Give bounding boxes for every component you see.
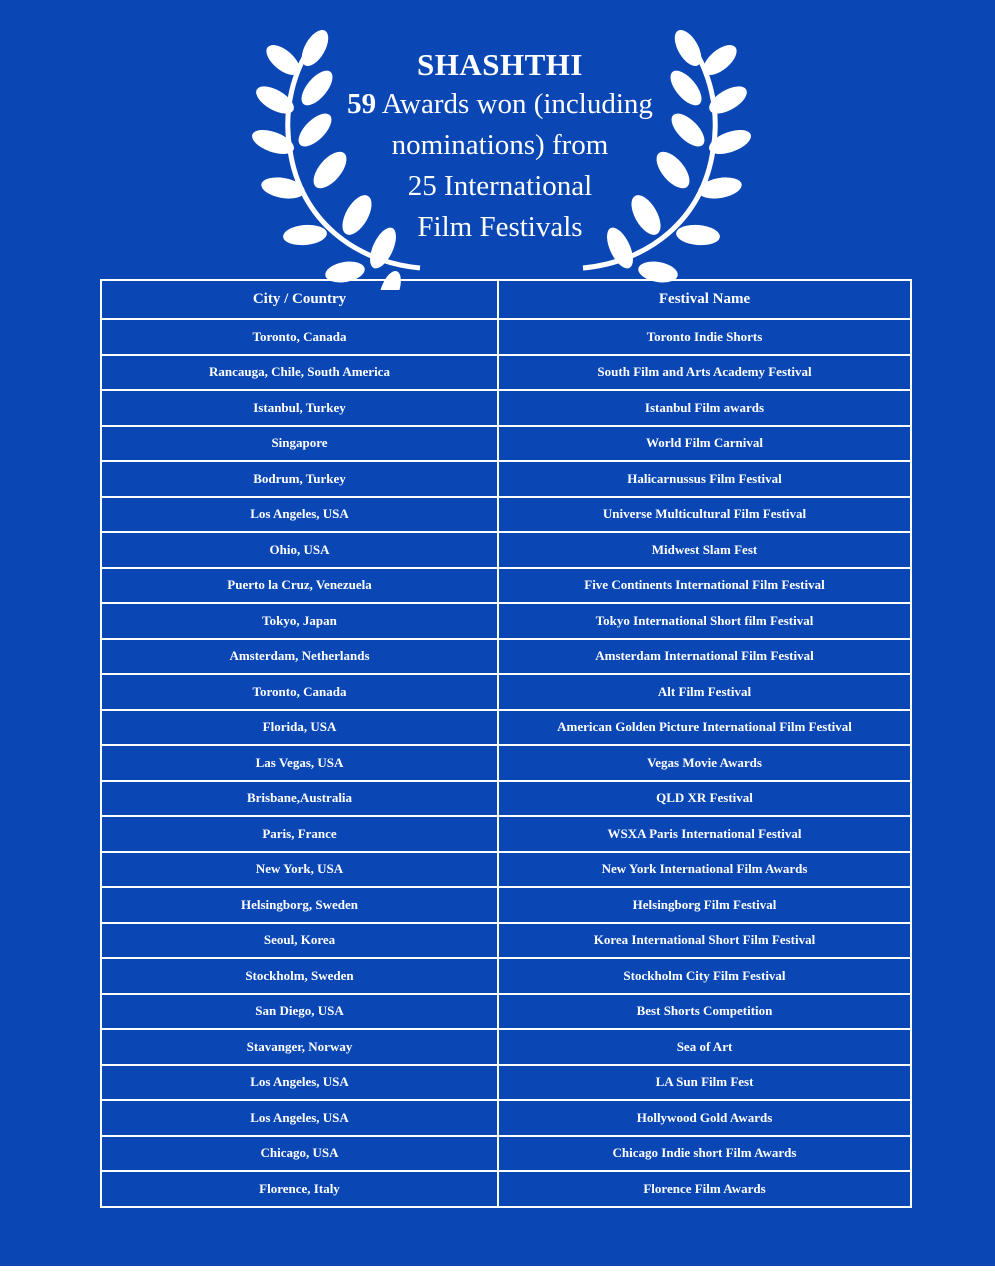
city-cell: Rancauga, Chile, South America (101, 355, 498, 391)
festival-cell: Five Continents International Film Festival (498, 568, 911, 604)
festival-cell: Istanbul Film awards (498, 390, 911, 426)
festival-cell: Alt Film Festival (498, 674, 911, 710)
festival-cell: Halicarnussus Film Festival (498, 461, 911, 497)
table-row (101, 674, 911, 710)
city-cell: New York, USA (101, 852, 498, 888)
city-cell: Helsingborg, Sweden (101, 887, 498, 923)
city-cell: Las Vegas, USA (101, 745, 498, 781)
table-row (101, 639, 911, 675)
table-row (101, 887, 911, 923)
city-cell: San Diego, USA (101, 994, 498, 1030)
table-row (101, 852, 911, 888)
column-header-city: City / Country (101, 280, 498, 319)
city-cell: Los Angeles, USA (101, 497, 498, 533)
table-row (101, 603, 911, 639)
table-row (101, 532, 911, 568)
festival-cell: Hollywood Gold Awards (498, 1100, 911, 1136)
table-row (101, 355, 911, 391)
city-cell: Amsterdam, Netherlands (101, 639, 498, 675)
page-title: SHASHTHI (417, 47, 583, 82)
city-cell: Stockholm, Sweden (101, 958, 498, 994)
festival-cell: Tokyo International Short film Festival (498, 603, 911, 639)
festival-cell: Midwest Slam Fest (498, 532, 911, 568)
table-row (101, 923, 911, 959)
city-cell: Puerto la Cruz, Venezuela (101, 568, 498, 604)
festival-cell: Amsterdam International Film Festival (498, 639, 911, 675)
festival-cell: World Film Carnival (498, 426, 911, 462)
festival-cell: Florence Film Awards (498, 1171, 911, 1207)
subtitle-line-3: 25 International (407, 170, 593, 202)
festival-cell: New York International Film Awards (498, 852, 911, 888)
city-cell: Florida, USA (101, 710, 498, 746)
festival-cell: Universe Multicultural Film Festival (498, 497, 911, 533)
city-cell: Chicago, USA (101, 1136, 498, 1172)
table-body (101, 319, 911, 1207)
award-count: 59 (347, 88, 377, 120)
city-cell: Bodrum, Turkey (101, 461, 498, 497)
city-cell: Singapore (101, 426, 498, 462)
festival-cell: Chicago Indie short Film Awards (498, 1136, 911, 1172)
city-cell: Los Angeles, USA (101, 1065, 498, 1101)
subtitle-line-1-text: Awards won (including (376, 88, 653, 120)
festival-cell: Sea of Art (498, 1029, 911, 1065)
city-cell: Brisbane,Australia (101, 781, 498, 817)
festival-cell: QLD XR Festival (498, 781, 911, 817)
city-cell: Tokyo, Japan (101, 603, 498, 639)
table-row (101, 1065, 911, 1101)
city-cell: Florence, Italy (101, 1171, 498, 1207)
subtitle-line-2: nominations) from (391, 129, 609, 161)
city-cell: Los Angeles, USA (101, 1100, 498, 1136)
table-row (101, 1171, 911, 1207)
table-row (101, 816, 911, 852)
city-cell: Istanbul, Turkey (101, 390, 498, 426)
festival-cell: Vegas Movie Awards (498, 745, 911, 781)
bottom-strip (0, 1266, 995, 1280)
festival-table (100, 279, 912, 1208)
header (300, 46, 700, 248)
festival-cell: American Golden Picture International Film Festival (498, 710, 911, 746)
city-cell: Stavanger, Norway (101, 1029, 498, 1065)
table-row (101, 461, 911, 497)
table-row (101, 390, 911, 426)
festival-cell: LA Sun Film Fest (498, 1065, 911, 1101)
table-row (101, 497, 911, 533)
festival-cell: Helsingborg Film Festival (498, 887, 911, 923)
table-row (101, 319, 911, 355)
festival-cell: South Film and Arts Academy Festival (498, 355, 911, 391)
subtitle-line-1 (300, 84, 700, 125)
festival-cell: Toronto Indie Shorts (498, 319, 911, 355)
city-cell: Toronto, Canada (101, 319, 498, 355)
table-row (101, 710, 911, 746)
table-row (101, 1100, 911, 1136)
city-cell: Toronto, Canada (101, 674, 498, 710)
festival-cell: Best Shorts Competition (498, 994, 911, 1030)
subtitle-line-4: Film Festivals (417, 211, 583, 243)
table-row (101, 1136, 911, 1172)
table-row (101, 745, 911, 781)
festival-cell: WSXA Paris International Festival (498, 816, 911, 852)
city-cell: Ohio, USA (101, 532, 498, 568)
city-cell: Seoul, Korea (101, 923, 498, 959)
table-row (101, 994, 911, 1030)
festival-cell: Korea International Short Film Festival (498, 923, 911, 959)
column-header-festival: Festival Name (498, 280, 911, 319)
table-header-row (101, 280, 911, 319)
festival-cell: Stockholm City Film Festival (498, 958, 911, 994)
table-row (101, 1029, 911, 1065)
table-row (101, 781, 911, 817)
table-row (101, 568, 911, 604)
table-row (101, 426, 911, 462)
city-cell: Paris, France (101, 816, 498, 852)
table-row (101, 958, 911, 994)
